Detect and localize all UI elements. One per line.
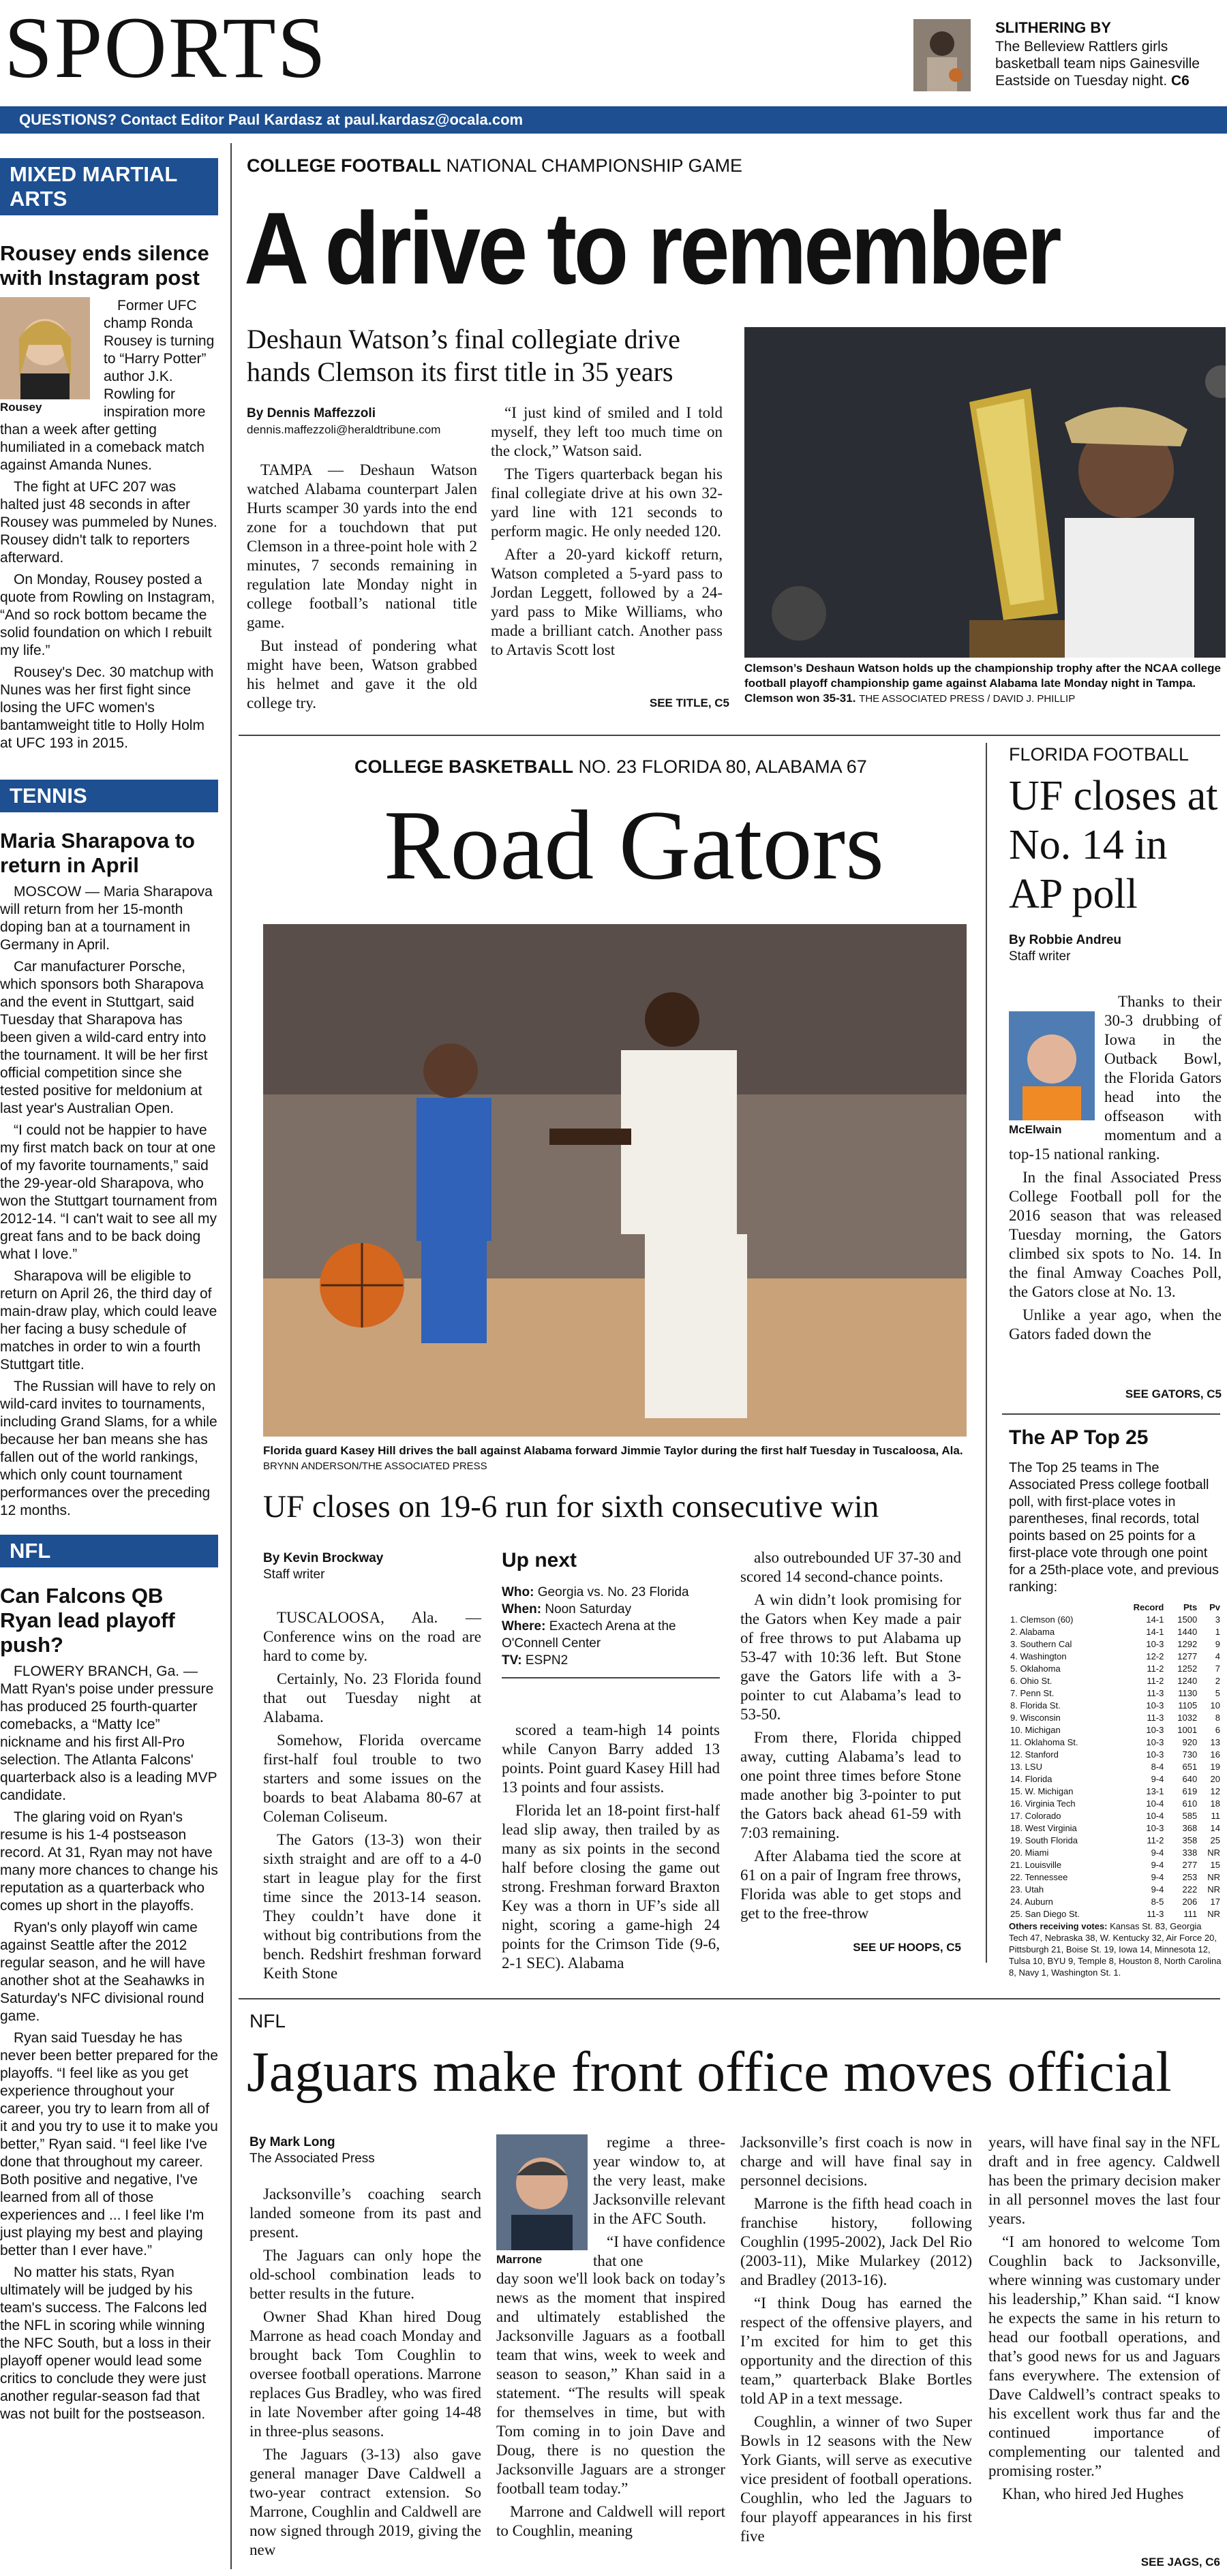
ap-table-cell: NR <box>1207 1884 1220 1895</box>
jags-headline[interactable]: Jaguars make front office moves official <box>247 2040 1172 2104</box>
ap-table-cell: 10-3 <box>1146 1700 1164 1711</box>
ap-table-cell: 17 <box>1210 1897 1220 1907</box>
jags-kicker: NFL <box>249 2010 286 2031</box>
mma-p4: Rousey's Dec. 30 matchup with Nunes was her first fight since losing the UFC women's bantamweight title to Holly Holm at UFC 193 in 2015. <box>0 664 214 751</box>
teaser-body: The Belleview Rattlers girls basketball team nips Gainesville Eastside on Tuesday night. <box>995 39 1200 89</box>
ap-table-cell: 10. Michigan <box>1010 1725 1061 1735</box>
ap-table-cell: 12-2 <box>1146 1651 1164 1661</box>
ap-table-cell: 1292 <box>1177 1639 1198 1649</box>
ap-table-row <box>1009 1651 1222 1663</box>
jags-p1: Jacksonville’s coaching search landed someone from its past and present. <box>249 2186 481 2241</box>
ap-table-cell: 9. Wisconsin <box>1010 1713 1061 1723</box>
ap-table-row <box>1009 1859 1222 1871</box>
jags-p7: day soon we'll look back on today’s news as the moment that inspired and ultimately established the Jacksonville Jaguars as a football team that wins, week to week and season to season,” Khan said in a statement. “The results will speak for themselves in time, but with Tom coming in to join Dave and Doug, there is no question the Jacksonville Jaguars are a stronger football team today.” <box>496 2270 725 2497</box>
ap-header-cell: Pts <box>1183 1602 1198 1612</box>
jags-role: The Associated Press <box>249 2151 375 2166</box>
ap-table-cell: 4 <box>1215 1651 1220 1661</box>
ap-table-row <box>1009 1663 1222 1675</box>
jags-p12: Coughlin, a winner of two Super Bowls in 12 seasons with the New York Giants, will serve as executive vice president of football operations. Coughlin, who led the Jaguars to four playoff appearances in his first five <box>740 2413 972 2545</box>
jags-col2a <box>593 2133 725 2275</box>
cfb-deck: Deshaun Watson’s final collegiate drive hands Clemson its first title in 35 years <box>247 324 680 387</box>
ap-table-row <box>1009 1614 1222 1626</box>
tennis-p2: Car manufacturer Porsche, which sponsors both Sharapova and the event in Stuttgart, said Tuesday that Sharapova has been given a wild-card entry into the tournament. It will be her first official competition since she tested positive for meldonium at last year's Australian Open. <box>0 959 208 1116</box>
cfb-jump[interactable]: SEE TITLE, C5 <box>649 696 729 709</box>
ap-table-cell: 7 <box>1215 1663 1220 1674</box>
cbb-byline: By Kevin Brockway <box>263 1551 384 1565</box>
ap-intro: The Top 25 teams in The Associated Press college football poll, with first-place votes in parentheses, final records, total points based on 25 points for a first-place vote through one point for a 25th-place vote, and previous ranking: <box>1009 1460 1219 1595</box>
ap-table-cell: 619 <box>1182 1786 1198 1796</box>
ap-table-cell: 9-4 <box>1151 1847 1164 1858</box>
ap-box <box>1009 1426 1222 1978</box>
ap-table-cell: 12. Stanford <box>1010 1749 1059 1760</box>
tennis-p4: Sharapova will be eligible to return on April 26, the third day of main-draw play, which could leave her facing a busy schedule of matches in order to win a fourth Stuttgart title. <box>0 1268 217 1373</box>
ap-table-cell: NR <box>1207 1872 1220 1882</box>
cfb-caption-text: Clemson’s Deshaun Watson holds up the championship trophy after the NCAA college football playoff championship game against Alabama late Monday night in Tampa. Clemson won 35-31. <box>744 662 1221 705</box>
ap-table-cell: NR <box>1207 1909 1220 1919</box>
ap-table-cell: 1240 <box>1177 1676 1198 1686</box>
jags-p11: “I think Doug has earned the respect of the offensive players, and I’m excited for him to get this opportunity and the direction of this team,” quarterback Blake Bortles told AP in a text message. <box>740 2295 972 2407</box>
ap-table-cell: 24. Auburn <box>1010 1897 1053 1907</box>
tennis-p5: The Russian will have to rely on wild-card invites to tournaments, including Grand Slams, for a while because her ban means she has fallen out of the world rankings, which only count tournament performances over the preceding 12 months. <box>0 1379 217 1518</box>
ap-table-cell: 9 <box>1215 1639 1220 1649</box>
ap-table-cell: 1277 <box>1177 1651 1198 1661</box>
ap-table-cell: 15. W. Michigan <box>1010 1786 1074 1796</box>
ap-table-cell: 6 <box>1215 1725 1220 1735</box>
sidebar-divider <box>230 143 232 2569</box>
ap-table-cell: 5 <box>1215 1688 1220 1698</box>
ap-table-cell: 11. Oklahoma St. <box>1010 1737 1078 1747</box>
up-next-title: Up next <box>502 1549 577 1571</box>
jags-p15: Khan, who hired Jed Hughes <box>1002 2485 1184 2502</box>
cfb-col1 <box>247 461 477 717</box>
ap-table-cell: 3. Southern Cal <box>1010 1639 1072 1649</box>
tennis-headline[interactable]: Maria Sharapova to return in April <box>0 829 195 877</box>
ap-table-cell: 11 <box>1211 1811 1220 1821</box>
jags-p13: years, will have final say in the NFL draft and in free agency. Caldwell has been the primary decision maker in all personnel moves the last four years. <box>988 2134 1220 2227</box>
ap-table-row <box>1009 1871 1222 1884</box>
ap-header-cell: Record <box>1133 1602 1164 1612</box>
rousey-label: Rousey <box>0 401 42 414</box>
ap-table-cell: 1130 <box>1178 1688 1198 1698</box>
ap-table-cell: 585 <box>1182 1811 1198 1821</box>
ap-table-row <box>1009 1626 1222 1638</box>
mcelwain-photo[interactable] <box>1009 1011 1095 1120</box>
ap-table-cell: 253 <box>1182 1872 1198 1882</box>
masthead <box>0 0 1227 136</box>
ap-table-cell: 277 <box>1182 1860 1198 1870</box>
cbb-p1: TUSCALOOSA, Ala. — Conference wins on the road are hard to come by. <box>263 1609 481 1664</box>
ap-table-row <box>1009 1884 1222 1896</box>
cfb-col2 <box>491 403 723 664</box>
nfl-p4: Ryan said Tuesday he has never been better prepared for the playoffs. “I feel like as you get experience throughout your career, you try to learn from all of it and you try to use it to make you better,” Ryan said. “I feel like I've done that throughout my career. Both positive and negative, I've learned from all of those experiences and ... I feel like I'm just playing my best and playing better than I ever have.” <box>0 2030 218 2258</box>
mma-article <box>0 297 218 752</box>
jags-p3: Owner Shad Khan hired Doug Marrone as head coach Monday and brought back Tom Coughlin to oversee football operations. Marrone replaces Gus Bradley, who was fired in late November after going 14-48 in three-plus seasons. <box>249 2308 481 2440</box>
ap-table-cell: 10-3 <box>1146 1749 1164 1760</box>
cbb-p10: After Alabama tied the score at 61 on a pair of Ingram free throws, Florida was able to get stops and get to the free-throw <box>740 1847 961 1922</box>
ap-table-cell: 222 <box>1182 1884 1198 1895</box>
ap-table-cell: 651 <box>1182 1762 1198 1772</box>
mma-p1: Former UFC champ Ronda Rousey is turning to “Harry Potter” author J.K. Rowling for inspiration more than a week after getting humiliated in a comeback match against Amanda Nunes. <box>0 298 215 473</box>
ap-others <box>1009 1920 1222 1978</box>
ap-table-cell: 11-3 <box>1147 1688 1164 1698</box>
cbb-kicker-bold: COLLEGE BASKETBALL <box>354 756 573 777</box>
cbb-col3 <box>740 1548 961 1927</box>
teaser-kicker: SLITHERING BY <box>995 19 1111 36</box>
ap-table-cell: 13 <box>1210 1737 1220 1747</box>
ap-table-cell: 23. Utah <box>1010 1884 1044 1895</box>
teaser-page: C6 <box>1171 73 1190 89</box>
up-next-where: Where: Exactech Arena at the O'Connell Center <box>502 1619 676 1651</box>
jags-p10: Marrone is the fifth head coach in franchise history, following Coughlin (1995-2002), Jack Del Rio (2003-11), Mike Mularkey (2012) and Bradley (2013-16). <box>740 2195 972 2288</box>
jags-col4 <box>988 2133 1220 2508</box>
section-bar-mma: MIXED MARTIAL ARTS <box>0 158 218 215</box>
jags-p8: Marrone and Caldwell will report to Coughlin, meaning <box>496 2503 725 2539</box>
ap-table-row <box>1009 1908 1222 1920</box>
ap-table-row <box>1009 1785 1222 1798</box>
cbb-byline-block <box>263 1550 468 1583</box>
marrone-label: Marrone <box>496 2253 543 2266</box>
cbb-p2: Certainly, No. 23 Florida found that out Tuesday night at Alabama. <box>263 1670 481 1726</box>
nfl-p2: The glaring void on Ryan's resume is his 1-4 postseason record. At 31, Ryan may not have many more chances to change his reputation as a quarterback who comes up short in the playoffs. <box>0 1809 218 1914</box>
mma-p3: On Monday, Rousey posted a quote from Rowling on Instagram, “And so rock bottom became the solid foundation on which I rebuilt my life.” <box>0 572 215 658</box>
jags-top-rule <box>239 1998 1220 1999</box>
cbb-p4: The Gators (13-3) won their sixth straight and are off to a 4-0 start in league play for the first time since the 2013-14 season. They couldn’t have done it without big contributions from the bench. Redshirt freshman forward Keith Stone <box>263 1831 481 1982</box>
ap-table-cell: 12 <box>1210 1786 1220 1796</box>
ap-table-cell: 5. Oklahoma <box>1010 1663 1061 1674</box>
ap-table-cell: 9-4 <box>1151 1872 1164 1882</box>
ap-table-row <box>1009 1761 1222 1773</box>
ap-table-row <box>1009 1724 1222 1736</box>
cfb-p3: “I just kind of smiled and I told myself, they left too much time on the clock,” Watson said. <box>491 404 723 459</box>
ap-table-cell: 1 <box>1215 1627 1220 1637</box>
uf-role: Staff writer <box>1009 949 1071 964</box>
ap-table-cell: 111 <box>1183 1909 1198 1919</box>
ap-table-cell: 10-4 <box>1146 1811 1164 1821</box>
uf-bottom-rule <box>1002 1413 1220 1415</box>
ap-table-cell: 10-3 <box>1146 1639 1164 1649</box>
cfb-credit: THE ASSOCIATED PRESS / DAVID J. PHILLIP <box>859 693 1076 705</box>
ap-table-cell: 11-2 <box>1147 1835 1164 1845</box>
nfl-article <box>0 1663 218 2423</box>
ap-table-row <box>1009 1749 1222 1761</box>
ap-table-cell: 920 <box>1182 1737 1198 1747</box>
jags-byline-block <box>249 2134 454 2167</box>
ap-table-row <box>1009 1822 1222 1835</box>
mcelwain-label: McElwain <box>1009 1123 1062 1136</box>
jags-byline: By Mark Long <box>249 2135 335 2149</box>
ap-table-cell: 13. LSU <box>1010 1762 1042 1772</box>
ap-table-cell: 8. Florida St. <box>1010 1700 1061 1711</box>
jags-p4: The Jaguars (3-13) also gave general manager Dave Caldwell a two-year contract extension. So Marrone, Coughlin and Caldwell are now signed through 2019, giving the new <box>249 2446 481 2558</box>
ap-header-cell: Pv <box>1209 1602 1220 1612</box>
ap-table-cell: 8-4 <box>1151 1762 1164 1772</box>
tennis-p1: MOSCOW — Maria Sharapova will return from her 15-month doping ban at a tournament in Germany in April. <box>0 884 213 953</box>
ap-table-row <box>1009 1638 1222 1651</box>
ap-table-cell: 19. South Florida <box>1010 1835 1078 1845</box>
uf-body <box>1009 992 1222 1344</box>
tennis-p3: “I could not be happier to have my first match back on tour at one of my favorite tournaments,” said the 29-year-old Sharapova, who won the Stuttgart tournament from 2012-14. “I can't wait to see all my great fans and to be back doing what I love.” <box>0 1122 217 1262</box>
cbb-caption-text: Florida guard Kasey Hill drives the ball against Alabama forward Jimmie Taylor during the first half Tuesday in Tuscaloosa, Ala. <box>263 1444 963 1457</box>
ap-table-row <box>1009 1712 1222 1724</box>
nfl-p3: Ryan's only playoff win came against Seattle after the 2012 regular season, and he will have another shot at the Seahawks in Saturday's NFC divisional round game. <box>0 1920 206 2024</box>
ap-table-cell: 21. Louisville <box>1010 1860 1062 1870</box>
ap-table-cell: 17. Colorado <box>1010 1811 1061 1821</box>
ap-table-cell: 9-4 <box>1151 1860 1164 1870</box>
nfl-p5: No matter his stats, Ryan ultimately will be judged by his team's success. The Falcons led the NFL in scoring while winning the NFC South, but a loss in their playoff opener would lead some critics to conclude they were just another regular-season fad that was not built for the postseason. <box>0 2265 211 2422</box>
ap-table-row <box>1009 1835 1222 1847</box>
cbb-p8: A win didn’t look promising for the Gators when Key made a pair of free throws to put Alabama up 53-47 with 10:36 left. But Stone gave the Gators life with a 3-pointer to cut Alabama’s lead to 53-50. <box>740 1591 961 1723</box>
uf-jump[interactable]: SEE GATORS, C5 <box>1125 1387 1222 1400</box>
ap-table-cell: 10-4 <box>1146 1798 1164 1809</box>
section-bar-tennis: TENNIS <box>0 780 218 812</box>
cbb-p7: also outrebounded UF 37-30 and scored 14 second-chance points. <box>740 1549 961 1585</box>
ap-table-cell: 7. Penn St. <box>1010 1688 1055 1698</box>
teaser-text[interactable] <box>995 38 1220 89</box>
jags-col2b <box>496 2269 725 2545</box>
watson-photo[interactable] <box>744 327 1226 658</box>
cbb-subhead[interactable]: UF closes on 19-6 run for sixth consecutive win <box>263 1489 879 1524</box>
ap-title: The AP Top 25 <box>1009 1426 1149 1449</box>
ap-table-cell: 9-4 <box>1151 1774 1164 1784</box>
cbb-col1 <box>263 1608 481 1987</box>
cfb-headline[interactable]: A drive to remember <box>244 191 1059 305</box>
ap-table-cell: 368 <box>1182 1823 1198 1833</box>
jags-p6: “I have confidence that one <box>593 2233 725 2269</box>
cbb-kicker-text: NO. 23 FLORIDA 80, ALABAMA 67 <box>578 756 867 777</box>
nfl-p1: FLOWERY BRANCH, Ga. — Matt Ryan's poise under pressure has produced 25 fourth-quarter comebacks, a “Matty Ice” nickname and his first All-Pro selection. The Atlanta Falcons' quarterback also is a leading MVP candidate. <box>0 1663 217 1803</box>
ap-table-cell: 6. Ohio St. <box>1010 1676 1052 1686</box>
ap-table-cell: 10-3 <box>1146 1737 1164 1747</box>
cbb-headline[interactable]: Road Gators <box>384 790 884 900</box>
ap-others-text: Kansas St. 83, Georgia Tech 47, Nebraska 38, W. Kentucky 32, Air Force 20, Pittsburgh 21, Boise St. 19, Iowa 14, Minnesota 12, Tulsa 10, BYU 9, Temple 8, Houston 8, North Carolina 8, Navy 1, Washington St. 1. <box>1009 1921 1222 1978</box>
cfb-caption <box>744 661 1226 707</box>
ap-table-cell: 8 <box>1215 1713 1220 1723</box>
cbb-jump[interactable]: SEE UF HOOPS, C5 <box>853 1941 961 1954</box>
uf-p1: Thanks to their 30-3 drubbing of Iowa in the Outback Bowl, the Florida Gators head into the offseason with momentum and a top-15 national ranking. <box>1009 993 1222 1163</box>
ap-table-row <box>1009 1736 1222 1749</box>
ap-table-cell: 9-4 <box>1151 1884 1164 1895</box>
section-title: SPORTS <box>4 0 327 96</box>
uf-headline[interactable]: UF closes at No. 14 in AP poll <box>1009 773 1218 917</box>
ap-table-cell: 3 <box>1215 1614 1220 1625</box>
ap-table-cell: 206 <box>1182 1897 1198 1907</box>
jags-p2: The Jaguars can only hope the old-school combination leads to better results in the future. <box>249 2247 481 2302</box>
cfb-p5: After a 20-yard kickoff return, Watson completed a 5-yard pass to Jordan Leggett, followed by a 24-yard pass to Mike Williams, who made a brilliant catch. Another pass to Artavis Scott lost <box>491 546 723 658</box>
ap-table-cell: 20 <box>1210 1774 1220 1784</box>
ap-table-row <box>1009 1700 1222 1712</box>
teaser-photo[interactable] <box>913 19 971 91</box>
ap-others-label: Others receiving votes: <box>1009 1921 1108 1931</box>
ap-table-cell: 2. Alabama <box>1010 1627 1055 1637</box>
sidebar <box>0 158 218 2571</box>
ap-table-cell: 16 <box>1210 1749 1220 1760</box>
cfb-kicker <box>247 155 742 177</box>
up-next-box <box>502 1548 720 1678</box>
ap-table-row <box>1009 1847 1222 1859</box>
cbb-p5: scored a team-high 14 points while Canyon Barry added 13 points. Point guard Kasey Hill had 13 points and four assists. <box>502 1721 720 1796</box>
cbb-p9: From there, Florida chipped away, cutting Alabama’s lead to one point three times before Stone made another big 3-pointer to put the Gators back ahead 61-59 with 7:03 remaining. <box>740 1729 961 1841</box>
ap-header-cell <box>1009 1601 1116 1614</box>
uf-byline: By Robbie Andreu <box>1009 933 1122 947</box>
contact-bar <box>0 106 1227 134</box>
ap-table-cell: 18 <box>1210 1798 1220 1809</box>
up-next-who: Who: Georgia vs. No. 23 Florida <box>502 1585 689 1599</box>
ap-table-cell: NR <box>1207 1847 1220 1858</box>
cfb-email: dennis.maffezzoli@heraldtribune.com <box>247 423 441 436</box>
ap-table-cell: 14. Florida <box>1010 1774 1052 1784</box>
ap-table-cell: 14 <box>1210 1823 1220 1833</box>
ap-table-cell: 11-2 <box>1147 1676 1164 1686</box>
rousey-photo[interactable] <box>0 297 90 399</box>
ap-table-cell: 358 <box>1182 1835 1198 1845</box>
cbb-right-divider <box>986 743 987 1963</box>
ap-table-cell: 25 <box>1210 1835 1220 1845</box>
ap-table-cell: 18. West Virginia <box>1010 1823 1077 1833</box>
ap-table-cell: 13-1 <box>1146 1786 1164 1796</box>
ap-table-cell: 20. Miami <box>1010 1847 1049 1858</box>
ap-table-cell: 16. Virginia Tech <box>1010 1798 1076 1809</box>
cbb-credit: BRYNN ANDERSON/THE ASSOCIATED PRESS <box>263 1460 487 1472</box>
section-bar-nfl: NFL <box>0 1535 218 1567</box>
cbb-p3: Somehow, Florida overcame first-half foul trouble to two starters and some issues on the boards to beat Alabama 80-67 at Coleman Coliseum. <box>263 1732 481 1825</box>
ap-table-cell: 1001 <box>1177 1725 1198 1735</box>
jags-p5: regime a three-year window to, at the very least, make Jacksonville relevant in the AFC South. <box>593 2134 725 2227</box>
uf-kicker: FLORIDA FOOTBALL <box>1009 744 1190 765</box>
cfb-kicker-text: NATIONAL CHAMPIONSHIP GAME <box>446 155 743 176</box>
ap-table-cell: 11-3 <box>1147 1909 1164 1919</box>
ap-table-cell: 11-3 <box>1147 1713 1164 1723</box>
ap-table-cell: 640 <box>1182 1774 1198 1784</box>
ap-table-cell: 8-5 <box>1151 1897 1164 1907</box>
ap-table-cell: 1440 <box>1177 1627 1198 1637</box>
ap-table-cell: 11-2 <box>1147 1663 1164 1674</box>
ap-table-cell: 1252 <box>1177 1663 1198 1674</box>
ap-table-cell: 730 <box>1182 1749 1198 1760</box>
nfl-headline[interactable]: Can Falcons QB Ryan lead playoff push? <box>0 1584 175 1657</box>
ap-table-cell: 15 <box>1210 1860 1220 1870</box>
tennis-article <box>0 883 218 1520</box>
ap-table-cell: 1032 <box>1177 1713 1198 1723</box>
mma-headline[interactable]: Rousey ends silence with Instagram post <box>0 241 209 290</box>
cbb-col2 <box>502 1721 720 1977</box>
uf-p2: In the final Associated Press College Football poll for the 2016 season that was released Tuesday morning, the Gators climbed six spots to No. 14. In the final Amway Coaches Poll, the Gators close at No. 13. <box>1009 1169 1222 1300</box>
ap-table-cell: 2 <box>1215 1676 1220 1686</box>
up-next-when: When: Noon Saturday <box>502 1602 632 1616</box>
ap-table-cell: 1500 <box>1177 1614 1198 1625</box>
ap-table-row <box>1009 1896 1222 1908</box>
cbb-kicker <box>354 756 867 778</box>
cfb-p4: The Tigers quarterback began his final collegiate drive at his own 32-yard line with 121 seconds to perform magic. He only needed 120. <box>491 465 723 540</box>
up-next-tv: TV: ESPN2 <box>502 1653 569 1668</box>
ap-table-cell: 22. Tennessee <box>1010 1872 1068 1882</box>
cfb-byline-block <box>247 405 479 438</box>
ap-table-row <box>1009 1798 1222 1810</box>
ap-table-row <box>1009 1687 1222 1700</box>
contact-text: QUESTIONS? Contact Editor Paul Kardasz at paul.kardasz@ocala.com <box>19 111 524 128</box>
hill-photo[interactable] <box>263 924 967 1437</box>
ap-table-cell: 14-1 <box>1146 1614 1164 1625</box>
jags-p9: Jacksonville’s first coach is now in charge and will have final say in personnel decisions. <box>740 2134 972 2189</box>
cfb-bottom-rule <box>239 735 1220 736</box>
jags-jump[interactable]: SEE JAGS, C6 <box>1140 2556 1220 2569</box>
ap-table-cell: 10 <box>1210 1700 1220 1711</box>
ap-table-cell: 1. Clemson (60) <box>1010 1614 1074 1625</box>
ap-table-cell: 25. San Diego St. <box>1010 1909 1080 1919</box>
ap-table-cell: 1105 <box>1178 1700 1198 1711</box>
jags-col1 <box>249 2185 481 2564</box>
jags-col3 <box>740 2133 972 2550</box>
cfb-byline: By Dennis Maffezzoli <box>247 406 376 420</box>
ap-table-cell: 10-3 <box>1146 1725 1164 1735</box>
uf-p3: Unlike a year ago, when the Gators faded down the <box>1009 1306 1222 1343</box>
cbb-p6: Florida let an 18-point first-half lead slip away, then trailed by as many as six points in the second half before closing the game out strong. Freshman forward Braxton Key was a thorn in UF’s side all night, scoring a game-high 24 points for the Crimson Tide (9-6, 2-1 SEC). Alabama <box>502 1802 720 1972</box>
ap-table-cell: 610 <box>1182 1798 1198 1809</box>
cbb-caption <box>263 1443 967 1474</box>
uf-story <box>1009 743 1222 1348</box>
cfb-kicker-bold: COLLEGE FOOTBALL <box>247 155 441 176</box>
ap-table-cell: 338 <box>1182 1847 1198 1858</box>
ap-table <box>1009 1601 1222 1920</box>
cfb-p2: But instead of pondering what might have been, Watson grabbed his helmet and gave it the old college try. <box>247 637 477 711</box>
ap-table-cell: 14-1 <box>1146 1627 1164 1637</box>
ap-table-row <box>1009 1675 1222 1687</box>
jags-p14: “I am honored to welcome Tom Coughlin back to Jacksonville, where winning was customary under his leadership,” Khan said. “I know he expects the same in his return to head our football operations, and that’s good news for us and Jaguars fans everywhere. The extension of Dave Caldwell’s contract speaks to his excellent work thus far and the continued importance of complementing our talented and promising roster.” <box>988 2233 1220 2479</box>
cfb-p1: TAMPA — Deshaun Watson watched Alabama counterpart Jalen Hurts scamper 30 yards into the end zone for a touchdown that put Clemson in a three-point hole with 2 minutes, 7 seconds remaining in regulation late Monday night in college football’s national title game. <box>247 461 477 631</box>
ap-table-row <box>1009 1810 1222 1822</box>
ap-table-cell: 10-3 <box>1146 1823 1164 1833</box>
ap-table-cell: 4. Washington <box>1010 1651 1067 1661</box>
marrone-photo[interactable] <box>496 2134 588 2250</box>
cbb-role: Staff writer <box>263 1567 325 1582</box>
ap-table-cell: 19 <box>1210 1762 1220 1772</box>
ap-table-row <box>1009 1773 1222 1785</box>
mma-p2: The fight at UFC 207 was halted just 48 seconds in after Rousey was pummeled by Nunes. Rousey didn't talk to reporters afterward. <box>0 479 217 566</box>
